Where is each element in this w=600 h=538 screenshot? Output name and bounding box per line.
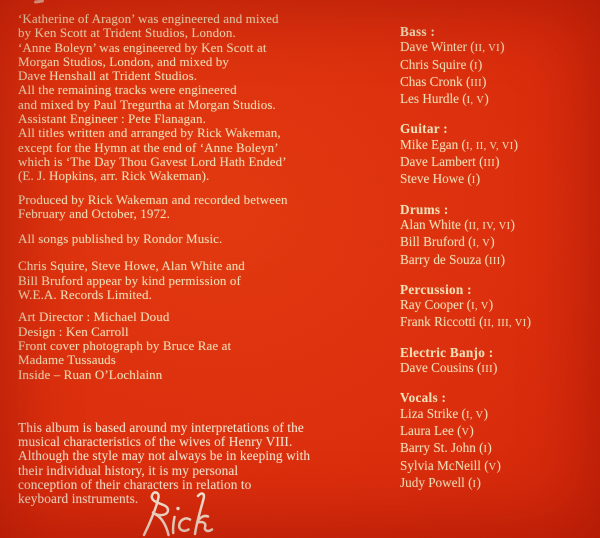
musician-line: Bill Bruford (I, V) <box>400 234 495 250</box>
musician-line: Judy Powell (I) <box>400 474 481 490</box>
text-line: All titles written and arranged by Rick Wakeman, <box>18 125 281 141</box>
musician-name: Ray Cooper <box>400 297 464 313</box>
track-numerals: II, III, VI <box>483 318 527 330</box>
credit-heading: Bass : <box>400 24 436 39</box>
text-line: Front cover photograph by Bruce Rae at <box>18 337 232 353</box>
musician-line: Ray Cooper (I, V) <box>400 297 494 313</box>
text-line: Design : Ken Carroll <box>18 323 129 339</box>
musician-line: Frank Riccotti (II, III, VI) <box>400 314 532 330</box>
musician-line: Chris Squire (I) <box>400 56 483 72</box>
musician-name: Liza Strike <box>400 405 459 421</box>
text-line: which is ‘The Day Thou Gavest Lord Hath Ended’ <box>18 153 287 169</box>
musician-line: Mike Egan (I, II, V, VI) <box>400 136 519 152</box>
track-numerals: III <box>470 77 482 89</box>
credit-paragraph <box>18 259 384 302</box>
musician-line: Sylvia McNeill (V) <box>400 457 501 473</box>
text-line: Madame Tussauds <box>18 352 116 368</box>
credit-group <box>400 282 590 332</box>
track-numerals: I, V <box>472 238 491 250</box>
musician-line: Dave Cousins (III) <box>400 360 498 376</box>
musician-name: Barry St. John <box>400 440 476 456</box>
musician-name: Dave Lambert <box>400 154 476 170</box>
track-numerals: I <box>474 60 478 72</box>
text-line: Dave Henshall at Trident Studios. <box>18 68 198 84</box>
text-line: conception of their characters in relation to <box>18 477 252 493</box>
musician-name: Dave Cousins <box>400 360 474 376</box>
musician-name: Dave Winter <box>400 39 467 55</box>
text-line: their individual history, it is my personal <box>18 462 239 478</box>
musician-line: Chas Cronk (III) <box>400 73 487 89</box>
track-numerals: V <box>461 426 470 438</box>
text-line: Morgan Studios, London, and mixed by <box>18 53 229 69</box>
credit-group <box>400 202 590 269</box>
credit-group <box>400 390 590 492</box>
track-numerals: I, V <box>465 409 484 421</box>
paper-speck <box>34 0 44 4</box>
credit-heading: Drums : <box>400 201 449 217</box>
track-numerals: I <box>471 175 476 187</box>
musician-name: Judy Powell <box>400 474 465 490</box>
text-line: Inside – Ruan O’Lochlainn <box>18 366 163 382</box>
musician-line: Les Hurdle (I, V) <box>400 91 489 107</box>
track-numerals: I, II, V, VI <box>465 140 514 152</box>
text-line: February and October, 1972. <box>18 205 170 221</box>
text-line: and mixed by Paul Tregurtha at Morgan Studios. <box>18 96 276 112</box>
text-line: All songs published by Rondor Music. <box>18 231 223 247</box>
credit-heading: Electric Banjo : <box>400 344 494 360</box>
musician-line: Dave Winter (II, VI) <box>400 39 505 55</box>
track-numerals: I, V <box>466 95 485 107</box>
text-line: W.E.A. Records Limited. <box>18 287 152 303</box>
track-numerals: III <box>489 255 501 267</box>
text-line: except for the Hymn at the end of ‘Anne Boleyn’ <box>18 139 279 155</box>
text-line: ‘Anne Boleyn’ was engineered by Ken Scott at <box>18 39 267 55</box>
text-line: keyboard instruments. <box>18 491 139 507</box>
track-numerals: III <box>483 158 496 170</box>
credit-heading: Percussion : <box>400 281 472 297</box>
text-line: Although the style may not always be in keeping with <box>18 448 311 464</box>
musician-name: Steve Howe <box>400 171 465 187</box>
text-line: ‘Katherine of Aragon’ was engineered and mixed <box>18 11 279 26</box>
musician-line: Barry St. John (I) <box>400 440 492 456</box>
text-line: Bill Bruford appear by kind permission of <box>18 272 241 288</box>
track-numerals: III <box>481 364 493 376</box>
text-line: All the remaining tracks were engineered <box>18 82 237 98</box>
musician-line: Alan White (II, IV, VI) <box>400 216 515 232</box>
track-numerals: I, V <box>471 301 489 313</box>
text-line: Assistant Engineer : Pete Flanagan. <box>18 111 206 127</box>
text-line: (E. J. Hopkins, arr. Rick Wakeman). <box>18 168 210 184</box>
musician-name: Chris Squire <box>400 56 467 72</box>
credit-group <box>400 24 590 108</box>
musician-name: Laura Lee <box>400 422 454 438</box>
credit-paragraph <box>18 193 384 222</box>
track-numerals: I <box>483 444 488 456</box>
credit-paragraph <box>18 12 384 184</box>
musician-name: Barry de Souza <box>400 251 482 267</box>
track-numerals: II, IV, VI <box>468 220 511 232</box>
artist-signature <box>137 489 217 537</box>
text-line: Produced by Rick Wakeman and recorded between <box>18 191 288 207</box>
text-line: musical characteristics of the wives of Henry VIII. <box>18 434 293 450</box>
track-numerals: II, VI <box>474 43 501 55</box>
musician-line: Steve Howe (I) <box>400 171 481 187</box>
credit-heading: Vocals : <box>400 390 447 406</box>
musician-name: Les Hurdle <box>400 91 459 107</box>
text-line: Chris Squire, Steve Howe, Alan White and <box>18 258 245 274</box>
track-numerals: I <box>472 478 477 490</box>
text-line: by Ken Scott at Trident Studios, London. <box>18 25 236 41</box>
credit-paragraph <box>18 232 384 246</box>
musician-line: Barry de Souza (III) <box>400 251 506 267</box>
text-line: Art Director : Michael Doud <box>18 309 170 325</box>
musician-credits <box>400 24 590 505</box>
musician-name: Alan White <box>400 216 461 232</box>
track-numerals: V <box>488 461 497 473</box>
production-notes <box>18 12 384 507</box>
musician-name: Sylvia McNeill <box>400 457 481 473</box>
credit-heading: Guitar : <box>400 121 448 137</box>
musician-line: Laura Lee (V) <box>400 422 474 438</box>
musician-line: Dave Lambert (III) <box>400 154 500 170</box>
credit-paragraph <box>18 310 384 381</box>
musician-name: Mike Egan <box>400 136 459 152</box>
musician-name: Bill Bruford <box>400 234 465 250</box>
credit-group <box>400 121 590 188</box>
musician-name: Chas Cronk <box>400 73 463 89</box>
musician-line: Liza Strike (I, V) <box>400 405 488 421</box>
musician-name: Frank Riccotti <box>400 314 476 330</box>
credit-group <box>400 345 590 378</box>
text-line: This album is based around my interpretations of the <box>18 419 304 435</box>
